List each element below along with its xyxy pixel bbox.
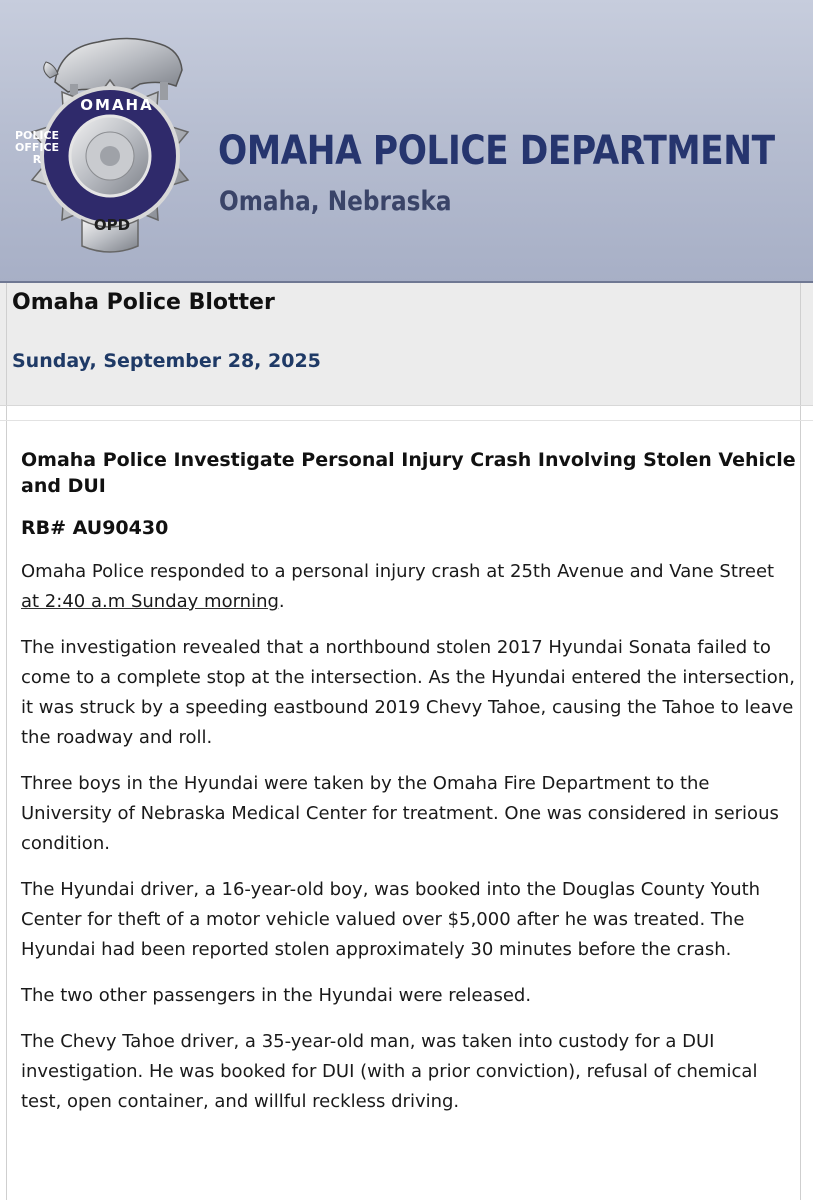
article-headline: Omaha Police Investigate Personal Injury Crash Involving Stolen Vehicle and DUI <box>21 449 796 497</box>
time-link[interactable]: at 2:40 a.m Sunday morning <box>21 591 279 612</box>
blotter-title: Omaha Police Blotter <box>12 290 275 315</box>
department-title: OMAHA POLICE DEPARTMENT <box>218 128 775 174</box>
badge-top-text: OMAHA <box>80 96 154 114</box>
department-location: Omaha, Nebraska <box>219 186 452 217</box>
blotter-date: Sunday, September 28, 2025 <box>12 350 321 372</box>
badge-ring-text: POLICE OFFICER <box>14 129 60 166</box>
paragraph-1-start: Omaha Police responded to a personal injury crash at 25th Avenue and Vane Street <box>21 561 775 582</box>
paragraph-1-end: . <box>278 591 285 612</box>
department-header <box>0 0 813 283</box>
paragraph-1 <box>21 557 796 617</box>
paragraph-6: The Chevy Tahoe driver, a 35-year-old man, was taken into custody for a DUI investigation. He was booked for DUI (with a prior conviction), refusal of chemical test, open container, and willful reckless driving. <box>21 1031 758 1112</box>
badge-bottom-text: OPD <box>93 216 131 234</box>
paragraph-2: The investigation revealed that a northbound stolen 2017 Hyundai Sonata failed to come to a complete stop at the intersection. As the Hyundai entered the intersection, it was struck by a speeding eastbound 2019 Chevy Tahoe, causing the Tahoe to leave the roadway and roll. <box>21 637 795 748</box>
paragraph-5: The two other passengers in the Hyundai were released. <box>21 985 532 1006</box>
content-divider <box>0 420 813 421</box>
paragraph-3: Three boys in the Hyundai were taken by the Omaha Fire Department to the University of Nebraska Medical Center for treatment. One was considered in serious condition. <box>21 773 779 854</box>
article-body <box>21 447 796 1133</box>
band-divider <box>0 405 813 406</box>
paragraph-4: The Hyundai driver, a 16-year-old boy, was booked into the Douglas County Youth Center for theft of a motor vehicle valued over $5,000 after he was treated. The Hyundai had been reported stolen approximately 30 minutes before the crash. <box>21 879 761 960</box>
report-number: RB# AU90430 <box>21 517 169 539</box>
